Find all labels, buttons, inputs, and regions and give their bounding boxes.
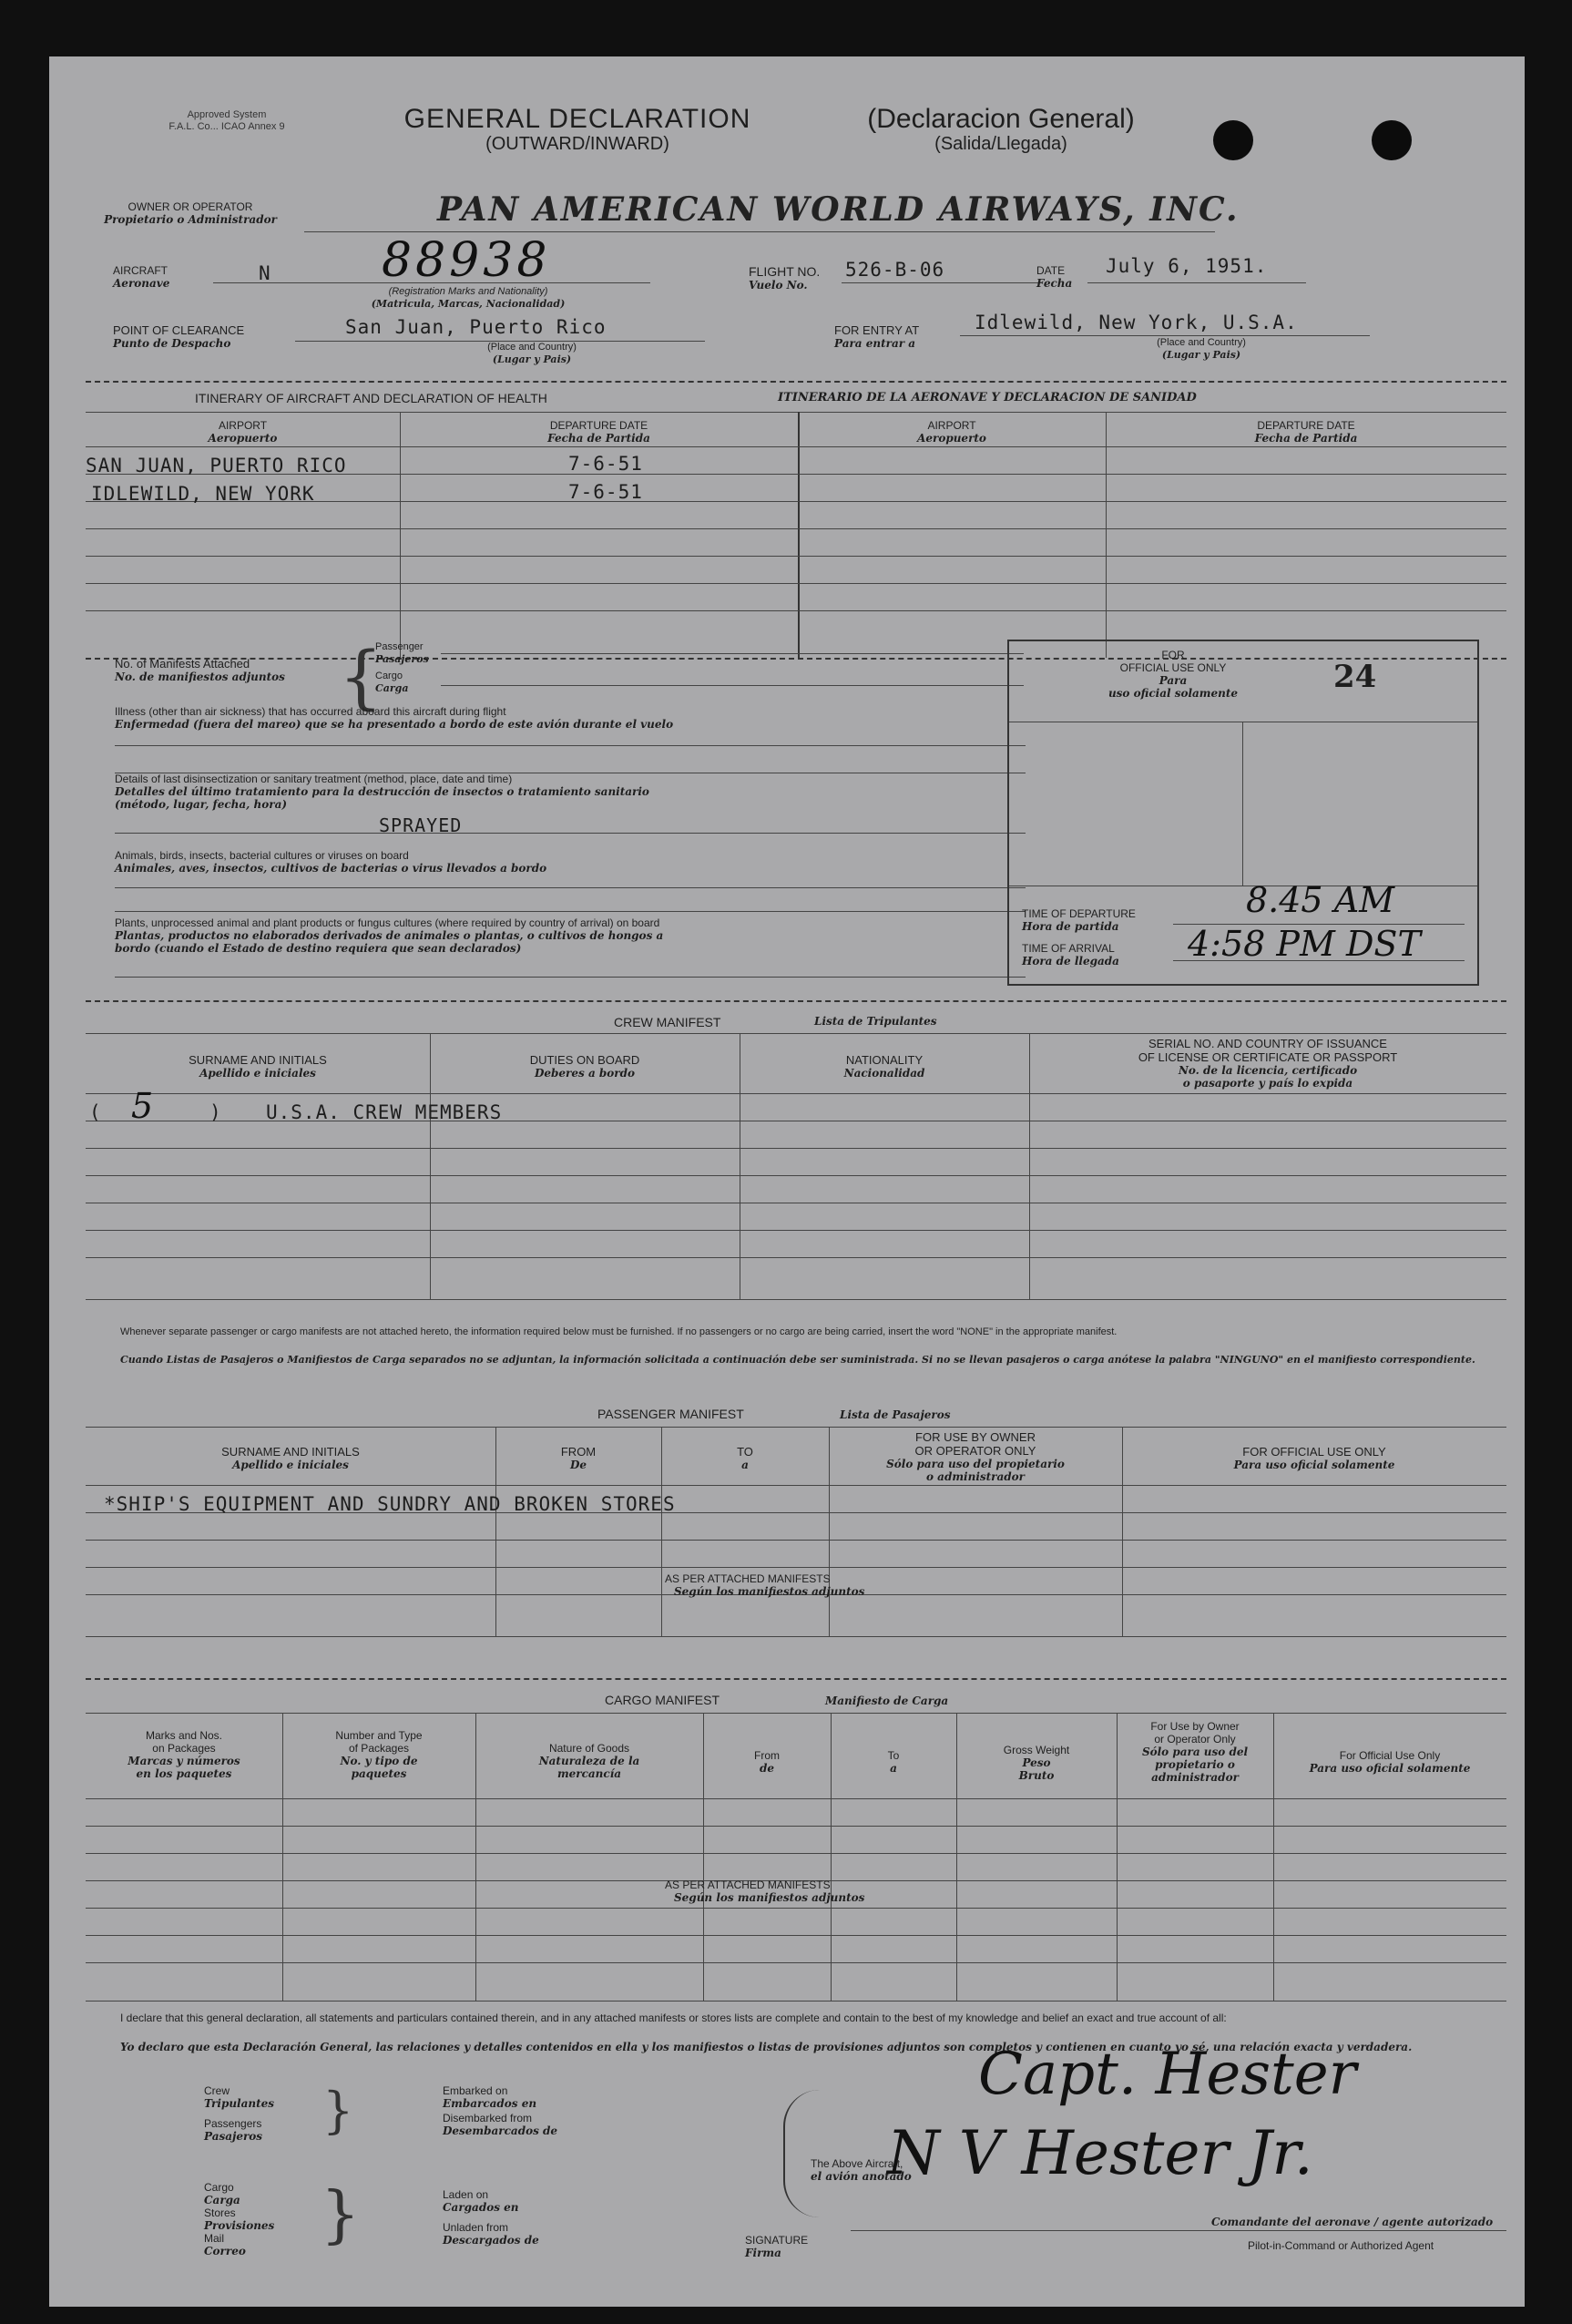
official-heading-line: OFFICIAL USE ONLY <box>1119 661 1227 674</box>
cargo-col-from <box>703 1749 831 1775</box>
cargo-col-nature <box>475 1742 703 1780</box>
entry-line <box>960 335 1370 336</box>
cargo-col-label-es: No. y tipo de <box>340 1755 418 1767</box>
pax-col-label: FOR USE BY OWNER <box>915 1430 1036 1444</box>
signature-label: SIGNATURE <box>745 2234 809 2247</box>
crew-count: 5 <box>131 1086 154 1126</box>
crew-col-label: SERIAL NO. AND COUNTRY OF ISSUANCE <box>1148 1037 1387 1050</box>
crew-col-label-es: o pasaporte y país lo expida <box>1182 1077 1353 1090</box>
cargo-col-label-es: Peso <box>1022 1756 1051 1769</box>
role-label-es: Comandante del aeronave / agente autorizado <box>1211 2216 1494 2228</box>
cargo-col-label-es: Sólo para uso del <box>1141 1746 1249 1758</box>
owner-name: PAN AMERICAN WORLD AIRWAYS, INC. <box>437 190 1240 229</box>
col-departure-2 <box>1106 419 1506 445</box>
cargo-attached-es: Según los manifiestos adjuntos <box>674 1891 865 1904</box>
itinerary-date: 7-6-51 <box>568 453 643 475</box>
passengers-label: Passengers <box>204 2117 262 2130</box>
aircraft-label: AIRCRAFT <box>113 264 168 277</box>
itinerary-airport: SAN JUAN, PUERTO RICO <box>86 455 347 476</box>
col-departure-label-es: Fecha de Partida <box>547 432 650 445</box>
arrival-label: TIME OF ARRIVAL <box>1022 942 1115 955</box>
pax-col-name <box>86 1445 495 1471</box>
declaration-form <box>49 56 1525 2307</box>
crew-col-duties <box>430 1053 740 1080</box>
arrival-time: 4:58 PM DST <box>1188 924 1421 964</box>
owner-line <box>304 231 1215 232</box>
crew-col-nationality <box>740 1053 1029 1080</box>
form-reference <box>77 109 377 133</box>
flight-label-es: Vuelo No. <box>749 279 808 292</box>
cargo-label: Cargo <box>375 671 403 681</box>
arrival-line <box>1173 960 1465 961</box>
reference-line: Approved System <box>187 109 267 120</box>
brace: { <box>339 636 383 717</box>
crew-row-line <box>86 1230 1506 1231</box>
crew-count-open: ( <box>89 1101 102 1123</box>
crew-header-line <box>86 1093 1506 1094</box>
form-title: GENERAL DECLARATION <box>403 104 751 134</box>
departure-time: 8.45 AM <box>1246 880 1395 920</box>
cargo-heading: CARGO MANIFEST <box>605 1693 720 1707</box>
clearance-label-es: Punto de Despacho <box>113 337 231 350</box>
pax-col-owner <box>829 1430 1122 1483</box>
pax-row-line <box>86 1567 1506 1568</box>
official-heading <box>1009 649 1337 700</box>
official-use-box <box>1007 640 1479 986</box>
aircraft-prefix: N <box>259 262 271 284</box>
pax-row-line <box>86 1540 1506 1541</box>
cargo-col-label-es: mercancía <box>556 1767 622 1780</box>
pax-header-line <box>86 1485 1506 1486</box>
aircraft-label-block <box>113 264 169 290</box>
flight-line <box>842 282 1042 283</box>
crew-entry: U.S.A. CREW MEMBERS <box>266 1101 503 1123</box>
crew-col-label: SURNAME AND INITIALS <box>189 1053 327 1067</box>
cargo-col-label: of Packages <box>348 1742 410 1755</box>
disinsect-value: SPRAYED <box>379 814 463 836</box>
cargo-col-label-es: de <box>759 1762 775 1775</box>
itinerary-heading: ITINERARY OF AIRCRAFT AND DECLARATION OF HEALTH <box>195 391 547 405</box>
brace: } <box>321 2179 361 2251</box>
illness-label-es: Enfermedad (fuera del mareo) que se ha presentado a bordo de este avión durante el vuelo <box>115 718 674 731</box>
itinerary-divider <box>1106 412 1107 658</box>
declaration-en: I declare that this general declaration, all statements and particulars contained therein, and in any attached manifests or stores lists are complete and contain to the best of my knowledge and belief an exact and true account of all: <box>120 2012 1227 2024</box>
cargo-col-owner <box>1117 1720 1273 1784</box>
cargo-col-label: Marks and Nos. <box>145 1729 223 1742</box>
cargo-col-label: Nature of Goods <box>548 1742 630 1755</box>
clearance-value: San Juan, Puerto Rico <box>345 316 607 338</box>
crew-heading-es: Lista de Tripulantes <box>814 1015 937 1028</box>
crew-col-label: NATIONALITY <box>845 1053 924 1067</box>
cargo-row-line <box>86 1962 1506 1963</box>
cargo-col-label: on Packages <box>152 1742 216 1755</box>
col-airport-label-es: Aeropuerto <box>208 432 278 445</box>
entry-note: (Place and Country) <box>1157 337 1246 348</box>
cargo-col-label-es: a <box>890 1762 897 1775</box>
cargo-label-es: Carga <box>375 682 409 694</box>
pax-col-label-es: Apellido e iniciales <box>232 1459 349 1471</box>
animals-line <box>115 887 1026 888</box>
cargo-col-label-es: propietario o administrador <box>1151 1758 1239 1784</box>
pax-col-label: SURNAME AND INITIALS <box>221 1445 360 1459</box>
cargo-col-label-es: Marcas y números <box>128 1755 240 1767</box>
punch-hole <box>1372 120 1412 160</box>
clearance-note-es: (Lugar y Pais) <box>492 353 572 365</box>
crew-heading: CREW MANIFEST <box>614 1015 721 1029</box>
clearance-label: POINT OF CLEARANCE <box>113 323 245 337</box>
disinsect-label-es: Detalles del último tratamiento para la destrucción de insectos o tratamiento sanitario <box>115 785 649 798</box>
disinsect-label-es2: (método, lugar, fecha, hora) <box>115 798 288 811</box>
notice-es: Cuando Listas de Pasajeros o Manifiestos de Carga separados no se adjuntan, la información solicitada a continuación debe ser suministrada. Si no se llevan pasajeros o carga anótese la palabra "NINGUNO" en el manifiesto correspondiente. <box>120 1354 1475 1366</box>
punch-hole <box>1213 120 1253 160</box>
section-divider <box>86 1678 1506 1680</box>
disinsect-line <box>115 833 1026 834</box>
itinerary-row-line <box>86 528 1506 529</box>
form-title-block <box>377 104 778 154</box>
plants-label: Plants, unprocessed animal and plant products or fungus cultures (where required by country of arrival) on board <box>115 916 660 929</box>
cargo-col-label: Gross Weight <box>1003 1744 1070 1756</box>
manifests-label-block <box>115 657 285 683</box>
disinsect-label: Details of last disinsectization or sanitary treatment (method, place, date and time) <box>115 773 513 785</box>
disembarked-label-es: Desembarcados de <box>443 2124 558 2137</box>
animals-label-es: Animales, aves, insectos, cultivos de bacterias o virus llevados a bordo <box>115 862 547 875</box>
cargo-col-to <box>831 1749 956 1775</box>
official-heading-es: uso oficial solamente <box>1108 687 1239 700</box>
signature-line <box>851 2230 1506 2231</box>
passenger-entry: *SHIP'S EQUIPMENT AND SUNDRY AND BROKEN STORES <box>104 1493 676 1515</box>
itinerary-date: 7-6-51 <box>568 481 643 503</box>
goods-stores-label-es: Provisiones <box>204 2219 275 2232</box>
clearance-note: (Place and Country) <box>487 342 577 353</box>
plants-line <box>115 977 1026 978</box>
aircraft-note: (Registration Marks and Nationality) <box>388 286 548 297</box>
arrival-label-es: Hora de llegada <box>1022 955 1119 967</box>
flight-date: July 6, 1951. <box>1106 255 1268 277</box>
pax-col-from <box>495 1445 661 1471</box>
owner-label: OWNER OR OPERATOR <box>128 200 253 213</box>
captain-signature: Capt. Hester <box>978 2041 1357 2108</box>
above-aircraft-es: el avión anotado <box>811 2170 912 2183</box>
goods-cargo-label-es: Carga <box>204 2194 240 2206</box>
aircraft-note-block <box>341 286 596 310</box>
flight-label: FLIGHT NO. <box>749 264 821 279</box>
above-aircraft: The Above Aircraft, <box>811 2157 903 2170</box>
departure-label-block <box>1022 907 1136 933</box>
brace: } <box>322 2082 354 2139</box>
itinerary-divider <box>400 412 401 658</box>
pax-col-label: FROM <box>560 1445 597 1459</box>
goods-mail-label: Mail <box>204 2232 225 2245</box>
animals-label: Animals, birds, insects, bacterial cultures or viruses on board <box>115 849 409 862</box>
cargo-col-label: Number and Type <box>335 1729 423 1742</box>
pax-col-label-es: a <box>741 1459 749 1471</box>
cargo-row-line <box>86 1826 1506 1827</box>
crew-count-close: ) <box>209 1101 222 1123</box>
cargo-row-line <box>86 1935 1506 1936</box>
crew-row-line <box>86 1148 1506 1149</box>
passenger-label: Passenger <box>375 641 424 652</box>
clearance-note-block <box>441 342 623 365</box>
notice-en: Whenever separate passenger or cargo manifests are not attached hereto, the information required below must be furnished. If no passengers or no cargo are being carried, insert the word "NONE" in the appropriate manifest. <box>120 1326 1118 1337</box>
form-title-es-block <box>814 104 1188 154</box>
date-label: DATE <box>1036 264 1066 277</box>
crew-col-label-es: Nacionalidad <box>843 1067 925 1080</box>
aircraft-number: 88938 <box>382 233 551 288</box>
laden-label-es: Cargados en <box>443 2201 519 2214</box>
reference-line: F.A.L. Co... ICAO Annex 9 <box>168 121 285 132</box>
official-heading-line: FOR <box>1161 649 1185 661</box>
official-box-divider <box>1242 722 1243 886</box>
pax-col-label-es: Sólo para uso del propietario <box>886 1458 1065 1470</box>
cargo-col-label-es: paquetes <box>351 1767 407 1780</box>
crew-label-es: Tripulantes <box>204 2097 275 2110</box>
section-divider <box>86 381 1506 383</box>
goods-cargo-label: Cargo <box>204 2181 234 2194</box>
passenger-label-es: Pasajeros <box>375 653 429 665</box>
animals-line <box>115 911 1026 912</box>
official-heading-es: Para <box>1159 674 1188 687</box>
embarked-label-es: Embarcados en <box>443 2097 537 2110</box>
unladen-label: Unladen from <box>443 2221 509 2234</box>
form-title-es: (Declaracion General) <box>867 104 1135 134</box>
signature-label-es: Firma <box>745 2247 781 2259</box>
col-departure-label: DEPARTURE DATE <box>1257 419 1355 432</box>
cargo-col-marks <box>86 1729 282 1780</box>
laden-block <box>443 2188 539 2247</box>
passenger-top-line <box>86 1427 1506 1428</box>
crew-col-label-es: No. de la licencia, certificado <box>1178 1064 1358 1077</box>
crew-col-label: OF LICENSE OR CERTIFICATE OR PASSPORT <box>1138 1050 1398 1064</box>
official-number: 24 <box>1333 659 1377 695</box>
embarked-label: Embarked on <box>443 2084 508 2097</box>
cargo-col-weight <box>956 1744 1117 1782</box>
entry-label: FOR ENTRY AT <box>834 323 920 337</box>
cargo-col-label: To <box>887 1749 900 1762</box>
crew-col-label-es: Apellido e iniciales <box>199 1067 316 1080</box>
cargo-heading-es: Manifiesto de Carga <box>825 1694 949 1707</box>
crew-row-line <box>86 1257 1506 1258</box>
clearance-label-block <box>113 323 244 350</box>
aircraft-note-es: (Matricula, Marcas, Nacionalidad) <box>371 298 566 310</box>
crew-col-license <box>1029 1037 1506 1090</box>
goods-block <box>204 2181 274 2257</box>
col-airport <box>86 419 400 445</box>
passenger-attached-es: Según los manifiestos adjuntos <box>674 1585 865 1598</box>
entry-note-block <box>1110 337 1292 361</box>
cargo-col-label-es: Bruto <box>1018 1769 1055 1782</box>
itinerary-row-line <box>86 583 1506 584</box>
entry-value: Idlewild, New York, U.S.A. <box>975 312 1298 333</box>
cargo-col-label-es: Para uso oficial solamente <box>1309 1762 1471 1775</box>
col-departure-label: DEPARTURE DATE <box>549 419 648 432</box>
disembarked-label: Disembarked from <box>443 2112 533 2124</box>
cargo-row-line <box>86 1853 1506 1854</box>
manifests-label: No. of Manifests Attached <box>115 657 250 671</box>
crew-col-name <box>86 1053 430 1080</box>
goods-stores-label: Stores <box>204 2206 236 2219</box>
flight-label-block <box>749 264 820 292</box>
passenger-heading-es: Lista de Pasajeros <box>840 1408 951 1421</box>
pax-bottom-line <box>86 1636 1506 1637</box>
aircraft-line <box>213 282 650 283</box>
col-airport-label: AIRPORT <box>218 419 268 432</box>
col-airport-label-es: Aeropuerto <box>917 432 986 445</box>
itinerary-heading-es: ITINERARIO DE LA AERONAVE Y DECLARACION DE SANIDAD <box>778 391 1197 404</box>
goods-mail-label-es: Correo <box>204 2245 246 2257</box>
itinerary-row-line <box>86 446 1506 447</box>
movement-block <box>443 2084 557 2137</box>
pax-col-label-es: o administrador <box>926 1470 1025 1483</box>
itinerary-airport: IDLEWILD, NEW YORK <box>91 483 315 505</box>
departure-label: TIME OF DEPARTURE <box>1022 907 1136 920</box>
role-label: Pilot-in-Command or Authorized Agent <box>1248 2239 1434 2252</box>
cargo-col-official <box>1273 1749 1506 1775</box>
crew-row-line <box>86 1175 1506 1176</box>
pax-col-label: OR OPERATOR ONLY <box>914 1444 1036 1458</box>
manifests-label-es: No. de manifiestos adjuntos <box>115 671 285 683</box>
date-label-block <box>1036 264 1072 290</box>
date-line <box>1087 282 1306 283</box>
col-airport-2 <box>798 419 1106 445</box>
manifest-types <box>375 641 429 694</box>
crew-label: Crew <box>204 2084 230 2097</box>
pax-col-label: TO <box>737 1445 753 1459</box>
itinerary-row-line <box>86 556 1506 557</box>
passenger-attached: AS PER ATTACHED MANIFESTS <box>665 1572 831 1585</box>
persons-block <box>204 2084 274 2143</box>
crew-col-label-es: Deberes a bordo <box>534 1067 636 1080</box>
cargo-col-label-es: en los paquetes <box>136 1767 232 1780</box>
itinerary-top-line <box>86 412 1506 413</box>
passengers-label-es: Pasajeros <box>204 2130 263 2143</box>
declaration-es: Yo declaro que esta Declaración General, las relaciones y detalles contenidos en ella y los manifiestos o listas de provisiones adjuntos son completos y contienen en cuanto yo sé, una relación exacta y verdadera. <box>120 2041 1413 2053</box>
passenger-heading: PASSENGER MANIFEST <box>597 1407 744 1421</box>
pax-col-label-es: De <box>569 1459 587 1471</box>
laden-label: Laden on <box>443 2188 489 2201</box>
aircraft-label-es: Aeronave <box>113 277 170 290</box>
pax-col-label-es: Para uso oficial solamente <box>1233 1459 1395 1471</box>
section-divider <box>86 1000 1506 1002</box>
cargo-col-number <box>282 1729 475 1780</box>
agent-signature: N V Hester Jr. <box>887 2118 1313 2188</box>
entry-label-es: Para entrar a <box>834 337 916 350</box>
plants-label-es2: bordo (cuando el Estado de destino requiera que sean declarados) <box>115 942 522 955</box>
passenger-manifest-line <box>441 653 1024 654</box>
cargo-col-label: For Official Use Only <box>1339 1749 1441 1762</box>
crew-col-label: DUTIES ON BOARD <box>529 1053 640 1067</box>
crew-top-line <box>86 1033 1506 1034</box>
arrival-label-block <box>1022 942 1119 967</box>
pax-col-to <box>661 1445 829 1471</box>
itinerary-divider <box>798 412 800 658</box>
illness-label: Illness (other than air sickness) that has occurred aboard this aircraft during flight <box>115 705 506 718</box>
unladen-label-es: Descargados de <box>443 2234 539 2247</box>
entry-label-block <box>834 323 919 350</box>
cargo-top-line <box>86 1713 1506 1714</box>
date-label-es: Fecha <box>1036 277 1073 290</box>
cargo-col-label: or Operator Only <box>1154 1733 1236 1746</box>
itinerary-row-line <box>86 610 1506 611</box>
owner-label-es: Propietario o Administrador <box>104 213 277 226</box>
cargo-col-label: From <box>754 1749 780 1762</box>
illness-line <box>115 745 1026 746</box>
col-departure <box>400 419 798 445</box>
cargo-header-line <box>86 1798 1506 1799</box>
signature-bracket <box>783 2090 822 2217</box>
col-airport-label: AIRPORT <box>927 419 976 432</box>
col-departure-label-es: Fecha de Partida <box>1254 432 1358 445</box>
plants-label-es: Plantas, productos no elaborados derivados de animales o plantas, o cultivos de hongos a <box>115 929 664 942</box>
cargo-col-label: For Use by Owner <box>1150 1720 1240 1733</box>
cargo-bottom-line <box>86 2001 1506 2002</box>
pax-col-official <box>1122 1445 1506 1471</box>
departure-label-es: Hora de partida <box>1022 920 1119 933</box>
crew-bottom-line <box>86 1299 1506 1300</box>
owner-label-block <box>86 200 295 226</box>
cargo-col-label-es: Naturaleza de la <box>538 1755 640 1767</box>
flight-number: 526-B-06 <box>845 259 945 281</box>
cargo-attached: AS PER ATTACHED MANIFESTS <box>665 1879 831 1891</box>
form-subtitle-es: (Salida/Llegada) <box>934 134 1067 154</box>
cargo-manifest-line <box>441 685 1024 686</box>
form-subtitle: (OUTWARD/INWARD) <box>485 134 669 154</box>
signature-label-block <box>745 2234 808 2259</box>
pax-col-label: FOR OFFICIAL USE ONLY <box>1242 1445 1386 1459</box>
entry-note-es: (Lugar y Pais) <box>1161 349 1241 361</box>
cargo-row-line <box>86 1908 1506 1909</box>
